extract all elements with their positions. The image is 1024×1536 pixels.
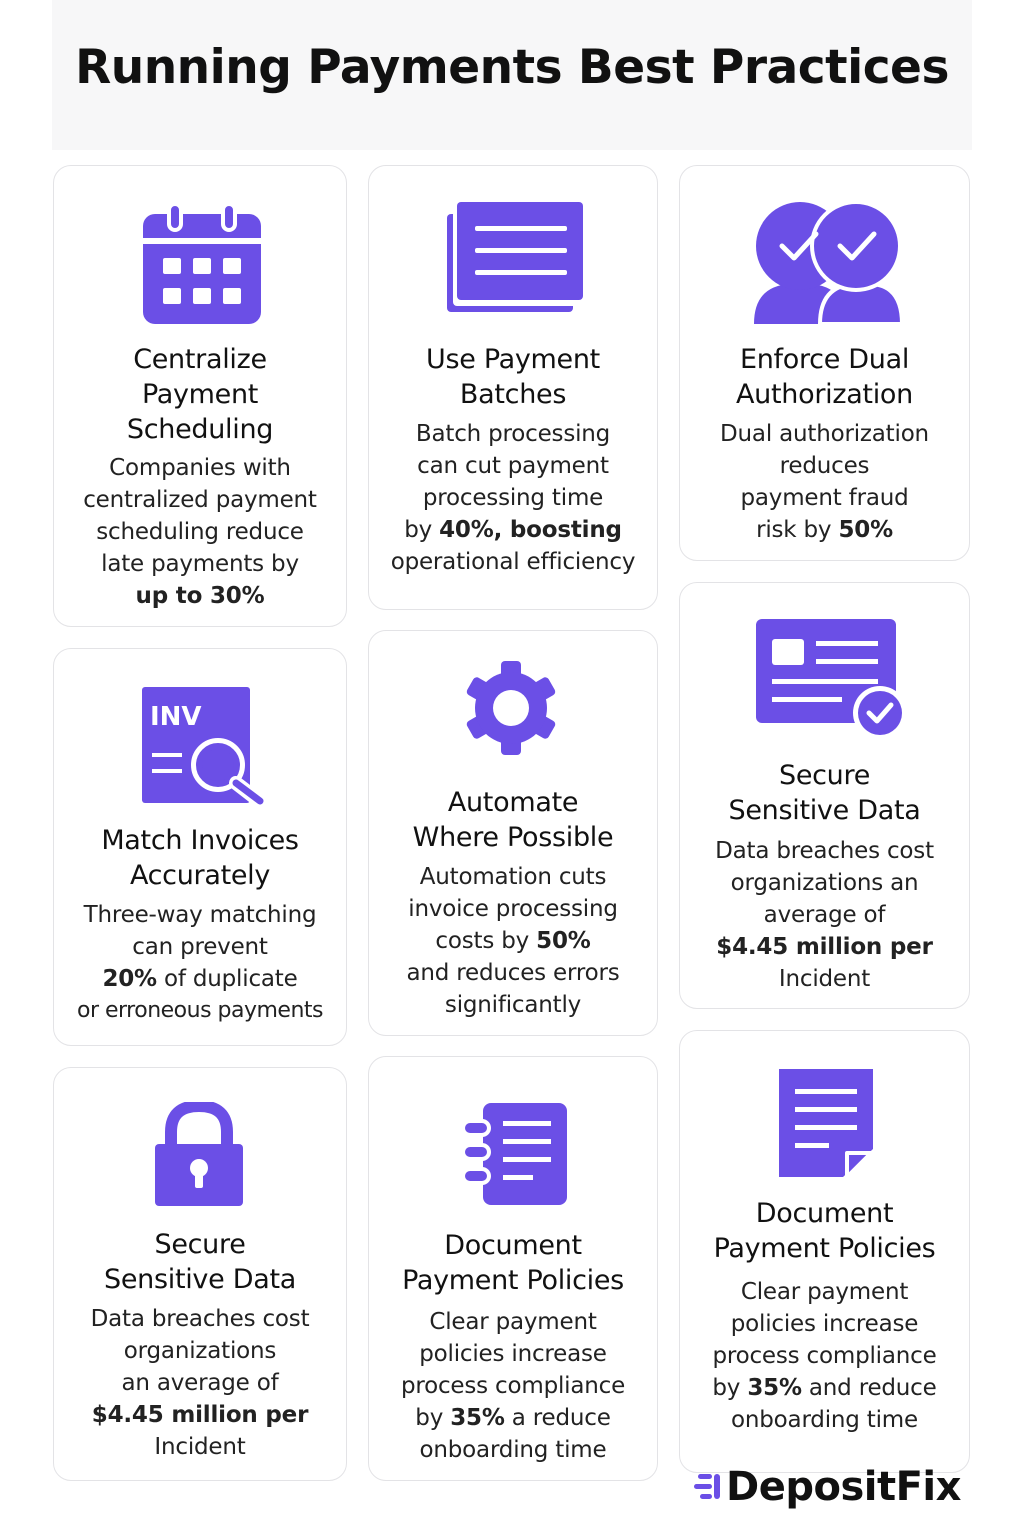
card-body: Data breaches cost organizations an average of $4.45 million per Incident — [715, 838, 934, 992]
card-title: Secure Sensitive Data — [104, 1229, 296, 1295]
notebook-icon — [461, 1101, 569, 1207]
card-title: Automate Where Possible — [412, 787, 614, 853]
card-body: Dual authorization reduces payment fraud risk by 50% — [720, 421, 929, 543]
card-document-policies-right — [679, 1030, 970, 1473]
card-title: Match Invoices Accurately — [101, 825, 299, 891]
card-body: Clear payment policies increase process compliance by 35% a reduce onboarding time — [400, 1309, 626, 1463]
logo-text: DepositFix — [726, 1464, 961, 1510]
card-match-invoices — [53, 648, 347, 1046]
card-secure-data-left — [53, 1067, 347, 1481]
depositfix-logo — [694, 1462, 961, 1512]
document-icon — [777, 1067, 877, 1179]
card-body: Data breaches cost organizations an average of $4.45 million per Incident — [90, 1306, 310, 1460]
card-automate — [368, 630, 658, 1036]
card-body: Automation cuts invoice processing costs by 50% and reduces errors significantly — [406, 864, 620, 1018]
card-title: Document Payment Policies — [402, 1230, 624, 1296]
card-secure-data-right — [679, 582, 970, 1009]
padlock-icon — [153, 1102, 245, 1208]
dual-approval-icon — [750, 200, 904, 324]
card-body: Clear payment policies increase process compliance by 35% and reduce onboarding time — [712, 1279, 937, 1433]
header-band — [52, 0, 972, 150]
card-centralize-scheduling — [53, 165, 347, 627]
card-title: Document Payment Policies — [713, 1198, 936, 1264]
gear-icon — [462, 659, 560, 757]
card-title: Use Payment Batches — [426, 344, 600, 410]
card-title: Centralize Payment Scheduling — [126, 344, 274, 445]
invoice-label: INV — [150, 702, 202, 732]
card-body: Companies with centralized payment scheduling reduce late payments by up to 30% — [83, 455, 317, 609]
card-title: Secure Sensitive Data — [728, 760, 921, 826]
page-title: Running Payments Best Practices — [75, 40, 949, 95]
card-document-policies-middle — [368, 1056, 658, 1481]
card-title: Enforce Dual Authorization — [736, 344, 913, 410]
logo-mark-icon — [694, 1470, 724, 1504]
card-payment-batches — [368, 165, 658, 610]
card-body: Batch processing can cut payment processing time by 40%, boosting operational efficiency — [390, 421, 636, 575]
invoice-search-icon — [140, 685, 270, 809]
card-dual-authorization — [679, 165, 970, 561]
id-card-check-icon — [754, 617, 914, 739]
card-body: Three-way matching can prevent 20% of duplicate or erroneous payments — [76, 902, 323, 1023]
calendar-icon — [141, 202, 263, 326]
batch-documents-icon — [445, 200, 585, 314]
